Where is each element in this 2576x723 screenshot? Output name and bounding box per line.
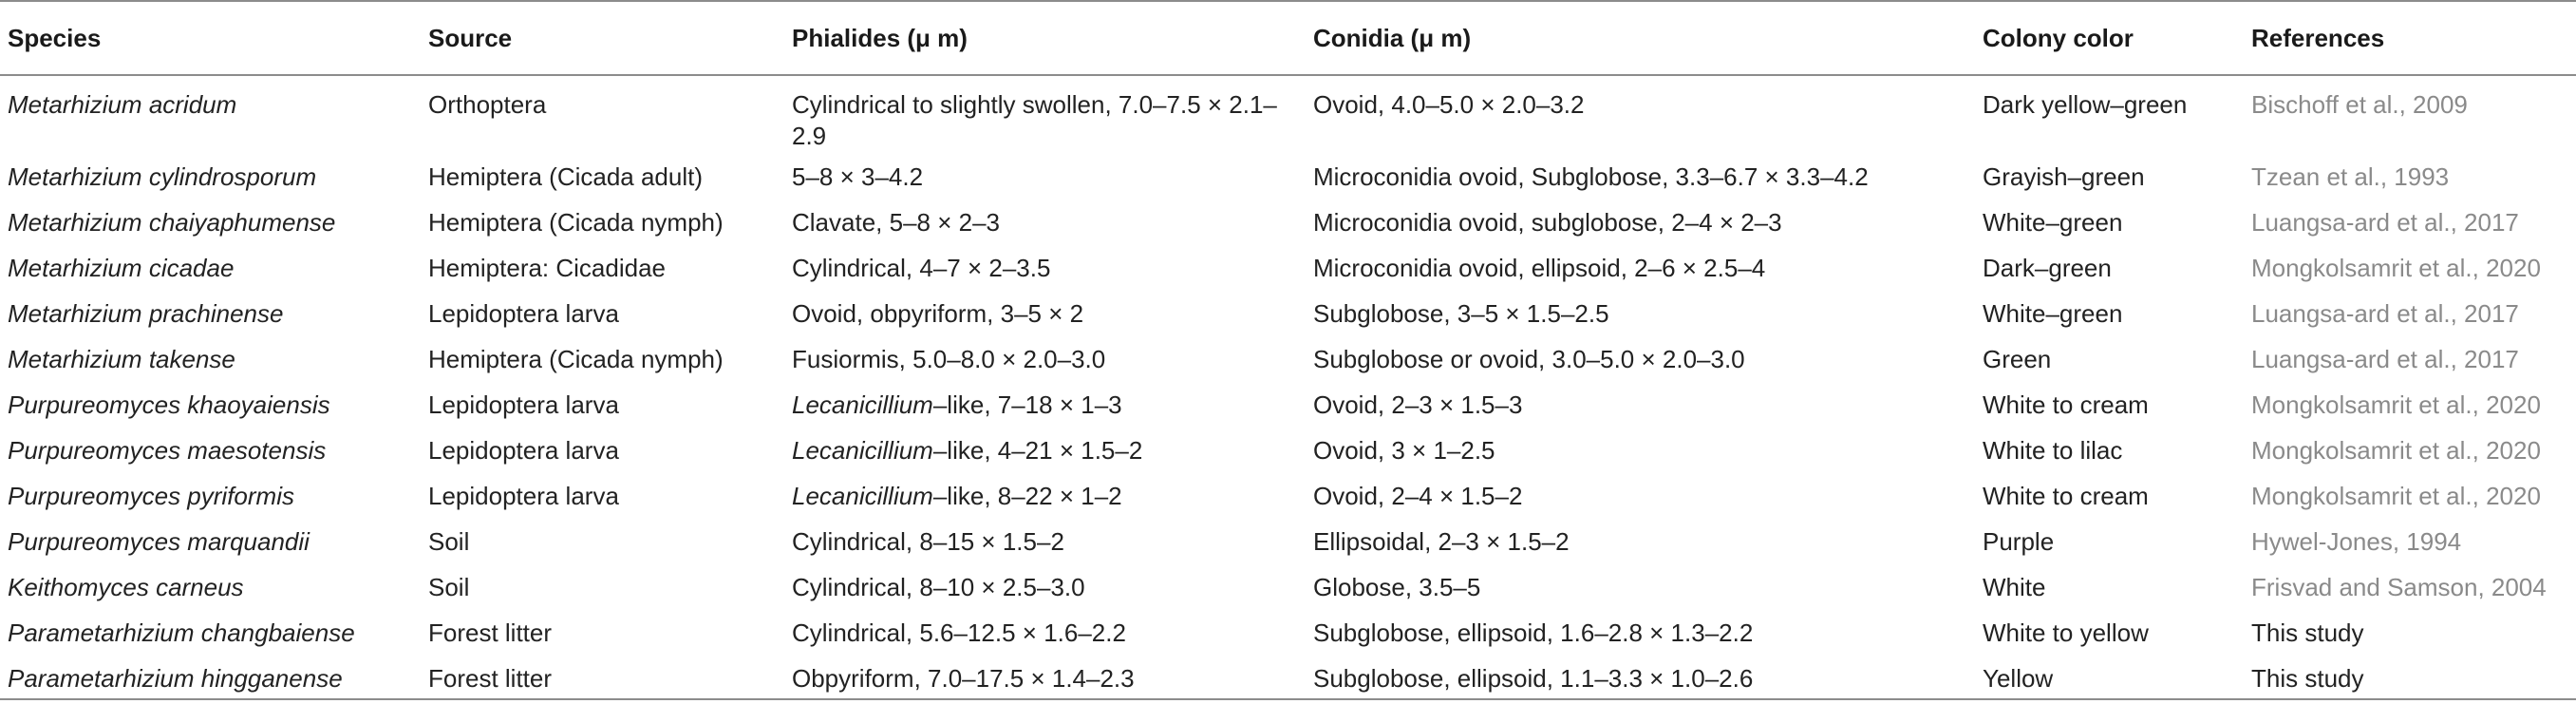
phialides-text: Cylindrical, 8–10 × 2.5–3.0 <box>792 573 1085 601</box>
species-cell: Keithomyces carneus <box>8 573 244 601</box>
source-cell: Lepidoptera larva <box>428 482 619 510</box>
reference-cell: Bischoff et al., 2009 <box>2251 90 2468 119</box>
species-cell: Metarhizium prachinense <box>8 299 284 328</box>
species-cell: Metarhizium chaiyaphumense <box>8 208 336 237</box>
conidia-cell: Microconidia ovoid, subglobose, 2–4 × 2–3 <box>1313 208 1782 237</box>
reference-cell: Mongkolsamrit et al., 2020 <box>2251 390 2541 419</box>
phialides-text: Ovoid, obpyriform, 3–5 × 2 <box>792 299 1084 328</box>
header-references: References <box>2244 1 2576 75</box>
phialides-cell <box>784 562 1306 608</box>
phialides-cell <box>784 517 1306 562</box>
colony-color-cell: White–green <box>1983 299 2123 328</box>
phialides-text: Cylindrical, 5.6–12.5 × 1.6–2.2 <box>792 618 1126 647</box>
conidia-cell: Ovoid, 3 × 1–2.5 <box>1313 436 1495 465</box>
colony-color-cell: Green <box>1983 345 2052 373</box>
species-cell: Parametarhizium hingganense <box>0 654 421 699</box>
source-cell: Hemiptera (Cicada adult) <box>428 162 704 191</box>
phialides-cell <box>784 334 1306 380</box>
reference-cell: This study <box>2251 618 2364 647</box>
conidia-cell: Subglobose or ovoid, 3.0–5.0 × 2.0–3.0 <box>1313 345 1745 373</box>
conidia-cell: Ovoid, 4.0–5.0 × 2.0–3.2 <box>1313 90 1585 119</box>
source-cell: Soil <box>428 573 470 601</box>
phialides-cell <box>784 471 1306 517</box>
species-cell: Metarhizium takense <box>8 345 235 373</box>
colony-color-cell: Dark–green <box>1983 254 2112 282</box>
conidia-cell: Ovoid, 2–4 × 1.5–2 <box>1313 482 1523 510</box>
species-cell: Purpureomyces pyriformis <box>8 482 294 510</box>
table-body <box>0 75 2576 699</box>
reference-cell: Frisvad and Samson, 2004 <box>2251 573 2547 601</box>
source-cell: Forest litter <box>421 654 784 699</box>
source-cell: Hemiptera: Cicadidae <box>428 254 667 282</box>
colony-color-cell: White <box>1983 573 2046 601</box>
phialides-text: Cylindrical, 8–15 × 1.5–2 <box>792 527 1064 556</box>
table-row <box>0 517 2576 562</box>
species-cell: Metarhizium cylindrosporum <box>8 162 317 191</box>
colony-color-cell: Grayish–green <box>1983 162 2145 191</box>
conidia-cell: Subglobose, ellipsoid, 1.1–3.3 × 1.0–2.6 <box>1306 654 1975 699</box>
header-conidia: Conidia (μ m) <box>1306 1 1975 75</box>
reference-cell: This study <box>2244 654 2576 699</box>
phialides-cell <box>784 426 1306 471</box>
header-source: Source <box>421 1 784 75</box>
colony-color-cell: Yellow <box>1975 654 2244 699</box>
table-row <box>0 380 2576 426</box>
reference-cell: Mongkolsamrit et al., 2020 <box>2251 436 2541 465</box>
phialides-text: Obpyriform, 7.0–17.5 × 1.4–2.3 <box>792 664 1135 693</box>
source-cell: Hemiptera (Cicada nymph) <box>428 345 724 373</box>
phialides-genus-lead: Lecanicillium <box>792 482 933 510</box>
table-row <box>0 198 2576 243</box>
source-cell: Hemiptera (Cicada nymph) <box>428 208 724 237</box>
conidia-cell: Microconidia ovoid, Subglobose, 3.3–6.7 × 3.3–4.2 <box>1313 162 1869 191</box>
table-row <box>0 471 2576 517</box>
source-cell: Lepidoptera larva <box>428 436 619 465</box>
colony-color-cell: White–green <box>1983 208 2123 237</box>
table-row <box>0 75 2576 152</box>
source-cell: Lepidoptera larva <box>428 390 619 419</box>
colony-color-cell: White to yellow <box>1983 618 2149 647</box>
colony-color-cell: White to cream <box>1983 390 2149 419</box>
conidia-cell: Microconidia ovoid, ellipsoid, 2–6 × 2.5–4 <box>1313 254 1766 282</box>
table-row <box>0 608 2576 654</box>
reference-cell: Luangsa-ard et al., 2017 <box>2251 345 2519 373</box>
table-row <box>0 289 2576 334</box>
phialides-cell <box>784 289 1306 334</box>
phialides-text: Cylindrical, 4–7 × 2–3.5 <box>792 254 1051 282</box>
reference-cell: Luangsa-ard et al., 2017 <box>2251 208 2519 237</box>
colony-color-cell: White to cream <box>1983 482 2149 510</box>
reference-cell: Luangsa-ard et al., 2017 <box>2251 299 2519 328</box>
table-row <box>0 152 2576 198</box>
species-cell: Purpureomyces khaoyaiensis <box>8 390 330 419</box>
source-cell: Orthoptera <box>428 90 547 119</box>
species-cell: Purpureomyces maesotensis <box>8 436 327 465</box>
phialides-cell <box>784 198 1306 243</box>
phialides-text: Clavate, 5–8 × 2–3 <box>792 208 1000 237</box>
phialides-genus-lead: Lecanicillium <box>792 390 933 419</box>
header-colony-color: Colony color <box>1975 1 2244 75</box>
phialides-text: 5–8 × 3–4.2 <box>792 162 924 191</box>
phialides-cell <box>784 75 1306 152</box>
table-row <box>0 334 2576 380</box>
header-species: Species <box>0 1 421 75</box>
phialides-text: Cylindrical to slightly swollen, 7.0–7.5 × 2.1–2.9 <box>792 90 1277 150</box>
source-cell: Forest litter <box>428 618 553 647</box>
table-row <box>0 562 2576 608</box>
phialides-text: –like, 7–18 × 1–3 <box>932 390 1122 419</box>
source-cell: Lepidoptera larva <box>428 299 619 328</box>
reference-cell: Hywel-Jones, 1994 <box>2251 527 2462 556</box>
phialides-cell <box>784 380 1306 426</box>
conidia-cell: Subglobose, 3–5 × 1.5–2.5 <box>1313 299 1609 328</box>
species-cell: Metarhizium acridum <box>8 90 237 119</box>
table-row <box>0 654 2576 699</box>
phialides-cell <box>784 243 1306 289</box>
phialides-cell <box>784 608 1306 654</box>
conidia-cell: Subglobose, ellipsoid, 1.6–2.8 × 1.3–2.2 <box>1313 618 1754 647</box>
conidia-cell: Ellipsoidal, 2–3 × 1.5–2 <box>1313 527 1570 556</box>
reference-cell: Mongkolsamrit et al., 2020 <box>2251 482 2541 510</box>
species-cell: Purpureomyces marquandii <box>8 527 310 556</box>
header-row <box>0 1 2576 75</box>
species-cell: Parametarhizium changbaiense <box>8 618 355 647</box>
phialides-cell <box>784 654 1306 699</box>
phialides-genus-lead: Lecanicillium <box>792 436 933 465</box>
colony-color-cell: Dark yellow–green <box>1983 90 2188 119</box>
table-row <box>0 426 2576 471</box>
phialides-cell <box>784 152 1306 198</box>
phialides-text: –like, 8–22 × 1–2 <box>932 482 1122 510</box>
species-cell: Metarhizium cicadae <box>8 254 235 282</box>
colony-color-cell: White to lilac <box>1983 436 2123 465</box>
reference-cell: Tzean et al., 1993 <box>2251 162 2450 191</box>
conidia-cell: Ovoid, 2–3 × 1.5–3 <box>1313 390 1523 419</box>
colony-color-cell: Purple <box>1983 527 2055 556</box>
table-row <box>0 243 2576 289</box>
phialides-text: Fusiormis, 5.0–8.0 × 2.0–3.0 <box>792 345 1106 373</box>
header-phialides: Phialides (μ m) <box>784 1 1306 75</box>
reference-cell: Mongkolsamrit et al., 2020 <box>2251 254 2541 282</box>
conidia-cell: Globose, 3.5–5 <box>1313 573 1481 601</box>
table-header <box>0 1 2576 75</box>
source-cell: Soil <box>428 527 470 556</box>
phialides-text: –like, 4–21 × 1.5–2 <box>932 436 1143 465</box>
